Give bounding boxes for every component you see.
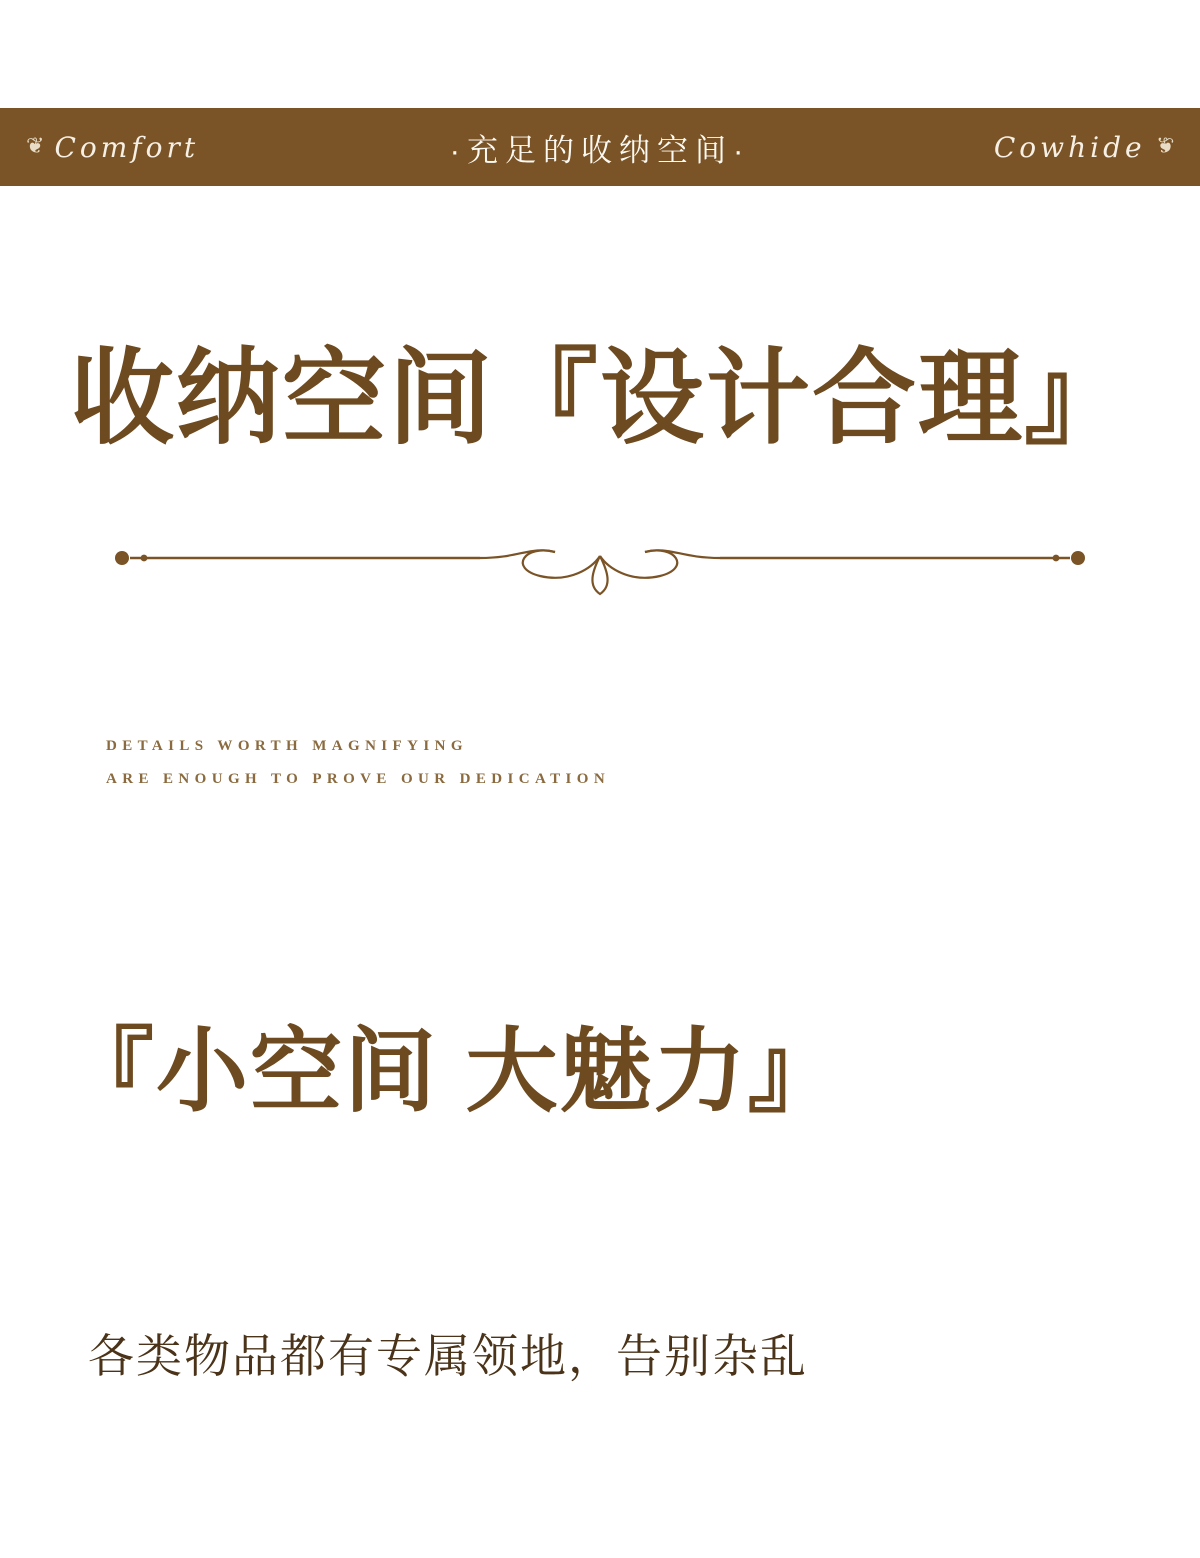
caption-text: 各类物品都有专属领地，告别杂乱: [88, 1331, 808, 1382]
english-line-2: ARE ENOUGH TO PROVE OUR DEDICATION: [106, 771, 611, 787]
english-line-1: DETAILS WORTH MAGNIFYING: [106, 738, 468, 754]
ornamental-divider-icon: [100, 530, 1100, 600]
banner-center-title: ·充足的收纳空间·: [449, 132, 751, 168]
leaf-ornament-icon: ❦: [26, 134, 45, 159]
leaf-ornament-icon: ❦: [1155, 134, 1174, 159]
english-subtitle: [106, 730, 610, 796]
top-banner: [0, 108, 1200, 186]
banner-left-group: [26, 131, 286, 164]
banner-right-group: [914, 131, 1174, 164]
banner-right-word: Cowhide: [993, 130, 1146, 164]
page-title: 收纳空间『设计合理』: [69, 342, 1130, 457]
banner-left-word: Comfort: [54, 130, 200, 164]
slogan-text: 『小空间 大魅力』: [62, 1021, 842, 1123]
